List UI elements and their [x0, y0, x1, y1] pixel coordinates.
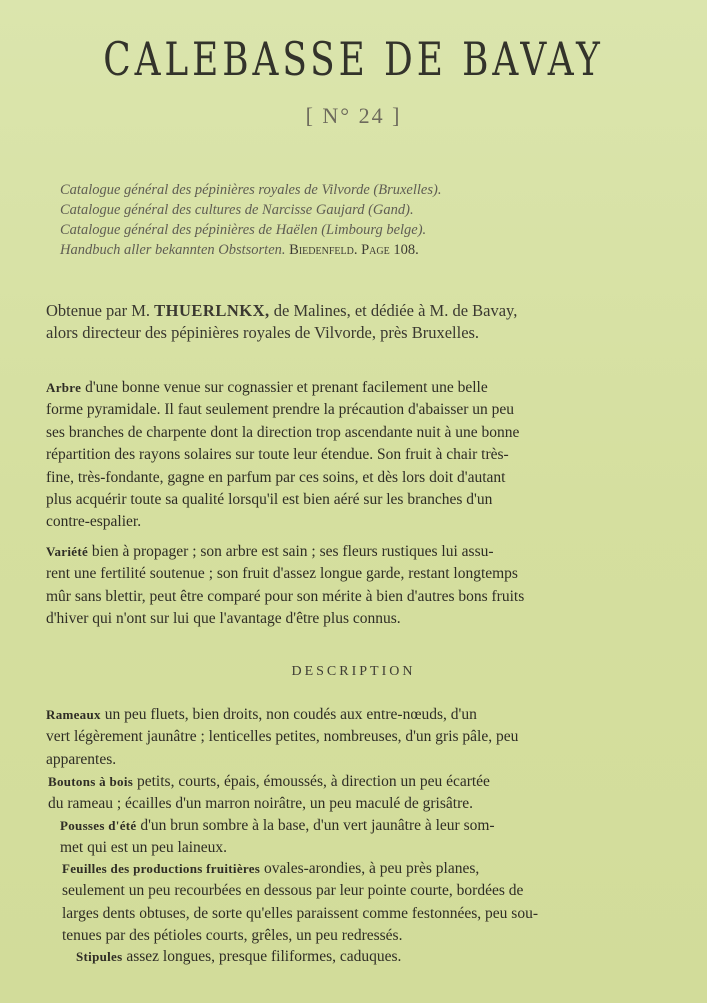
origin-line: alors directeur des pépinières royales de Vilvorde, près Bruxelles.	[46, 323, 480, 342]
origin-paragraph	[46, 300, 676, 344]
reference-line: Catalogue général des cultures de Narcisse Gaujard (Gand).	[60, 202, 414, 218]
reference-line	[60, 240, 660, 260]
paragraph-line: assez longues, presque filiformes, caduques.	[122, 948, 402, 965]
paragraph-lead: Rameaux	[46, 707, 101, 722]
paragraph-line: du rameau ; écailles d'un marron noirâtre, un peu maculé de grisâtre.	[48, 795, 473, 813]
paragraph-line: tenues par des pétioles courts, grêles, un peu redressés.	[62, 927, 403, 945]
reference-line: Catalogue général des pépinières royales de Vilvorde (Bruxelles).	[60, 182, 442, 198]
paragraph-line: apparentes.	[46, 750, 117, 768]
section-heading: DESCRIPTION	[291, 664, 416, 679]
page-title: CALEBASSE DE BAVAY	[103, 32, 604, 86]
references-block	[60, 180, 660, 260]
paragraph-line: larges dents obtuses, de sorte qu'elles paraissent comme festonnées, peu sou-	[62, 904, 538, 922]
paragraph-line: rent une fertilité soutenue ; son fruit d'assez longue garde, restant longtemps	[46, 565, 518, 583]
paragraph-line: répartition des rayons solaires sur toute leur étendue. Son fruit à chair très-	[46, 446, 509, 464]
origin-suffix: de Malines, et dédiée à M. de Bavay,	[273, 301, 518, 320]
paragraph-lead: Pousses d'été	[60, 818, 137, 833]
paragraph-line: plus acquérir toute sa qualité lorsqu'il est bien aéré sur les branches d'un	[46, 491, 493, 509]
paragraph-lead: Arbre	[46, 380, 82, 395]
paragraph-lead: Feuilles des productions fruitières	[62, 861, 261, 876]
origin-line	[46, 300, 676, 322]
boutons-paragraph	[48, 771, 668, 816]
paragraph-lead: Boutons à bois	[48, 774, 134, 789]
breeder-name: THUERLNKX,	[154, 301, 270, 320]
paragraph-lead: Stipules	[76, 949, 123, 964]
stipules-paragraph	[76, 946, 696, 968]
paragraph-line: met qui est un peu laineux.	[60, 839, 228, 857]
reference-author: Biedenfeld.	[289, 242, 358, 258]
paragraph-line: vert légèrement jaunâtre ; lenticelles petites, nombreuses, d'un gris pâle, peu	[46, 728, 519, 746]
paragraph-line: petits, courts, épais, émoussés, à direction un peu écartée	[133, 773, 490, 790]
variete-paragraph	[46, 541, 666, 631]
reference-title: Handbuch aller bekannten Obstsorten.	[60, 242, 286, 258]
paragraph-line: forme pyramidale. Il faut seulement prendre la précaution d'abaisser un peu	[46, 401, 515, 419]
paragraph-line: bien à propager ; son arbre est sain ; ses fleurs rustiques lui assu-	[88, 543, 494, 560]
reference-line: Catalogue général des pépinières de Haëlen (Limbourg belge).	[60, 222, 427, 238]
rameaux-paragraph	[46, 704, 666, 771]
paragraph-line: seulement un peu recourbées en dessous par leur pointe courte, bordées de	[62, 882, 524, 900]
reference-page: Page 108.	[361, 242, 419, 258]
paragraph-lead: Variété	[46, 544, 89, 559]
arbre-paragraph	[46, 377, 666, 534]
origin-prefix: Obtenue par M.	[46, 301, 151, 320]
paragraph-line: mûr sans blettir, peut être comparé pour son mérite à bien d'autres bons fruits	[46, 587, 525, 605]
paragraph-line: contre-espalier.	[46, 513, 142, 531]
feuilles-paragraph	[62, 858, 682, 948]
paragraph-line: d'une bonne venue sur cognassier et prenant facilement une belle	[81, 379, 488, 396]
paragraph-line: ovales-arondies, à peu près planes,	[260, 860, 480, 877]
paragraph-line: ses branches de charpente dont la direction trop ascendante nuit à une bonne	[46, 423, 520, 441]
pousses-paragraph	[60, 815, 680, 860]
paragraph-line: d'hiver qui n'ont sur lui que l'avantage d'être plus connus.	[46, 610, 401, 628]
paragraph-line: fine, très-fondante, gagne en parfum par ces soins, et dès lors doit d'autant	[46, 468, 506, 486]
plate-number: [ N° 24 ]	[305, 103, 402, 128]
paragraph-line: un peu fluets, bien droits, non coudés aux entre-nœuds, d'un	[100, 706, 477, 723]
paragraph-line: d'un brun sombre à la base, d'un vert jaunâtre à leur som-	[136, 817, 495, 834]
